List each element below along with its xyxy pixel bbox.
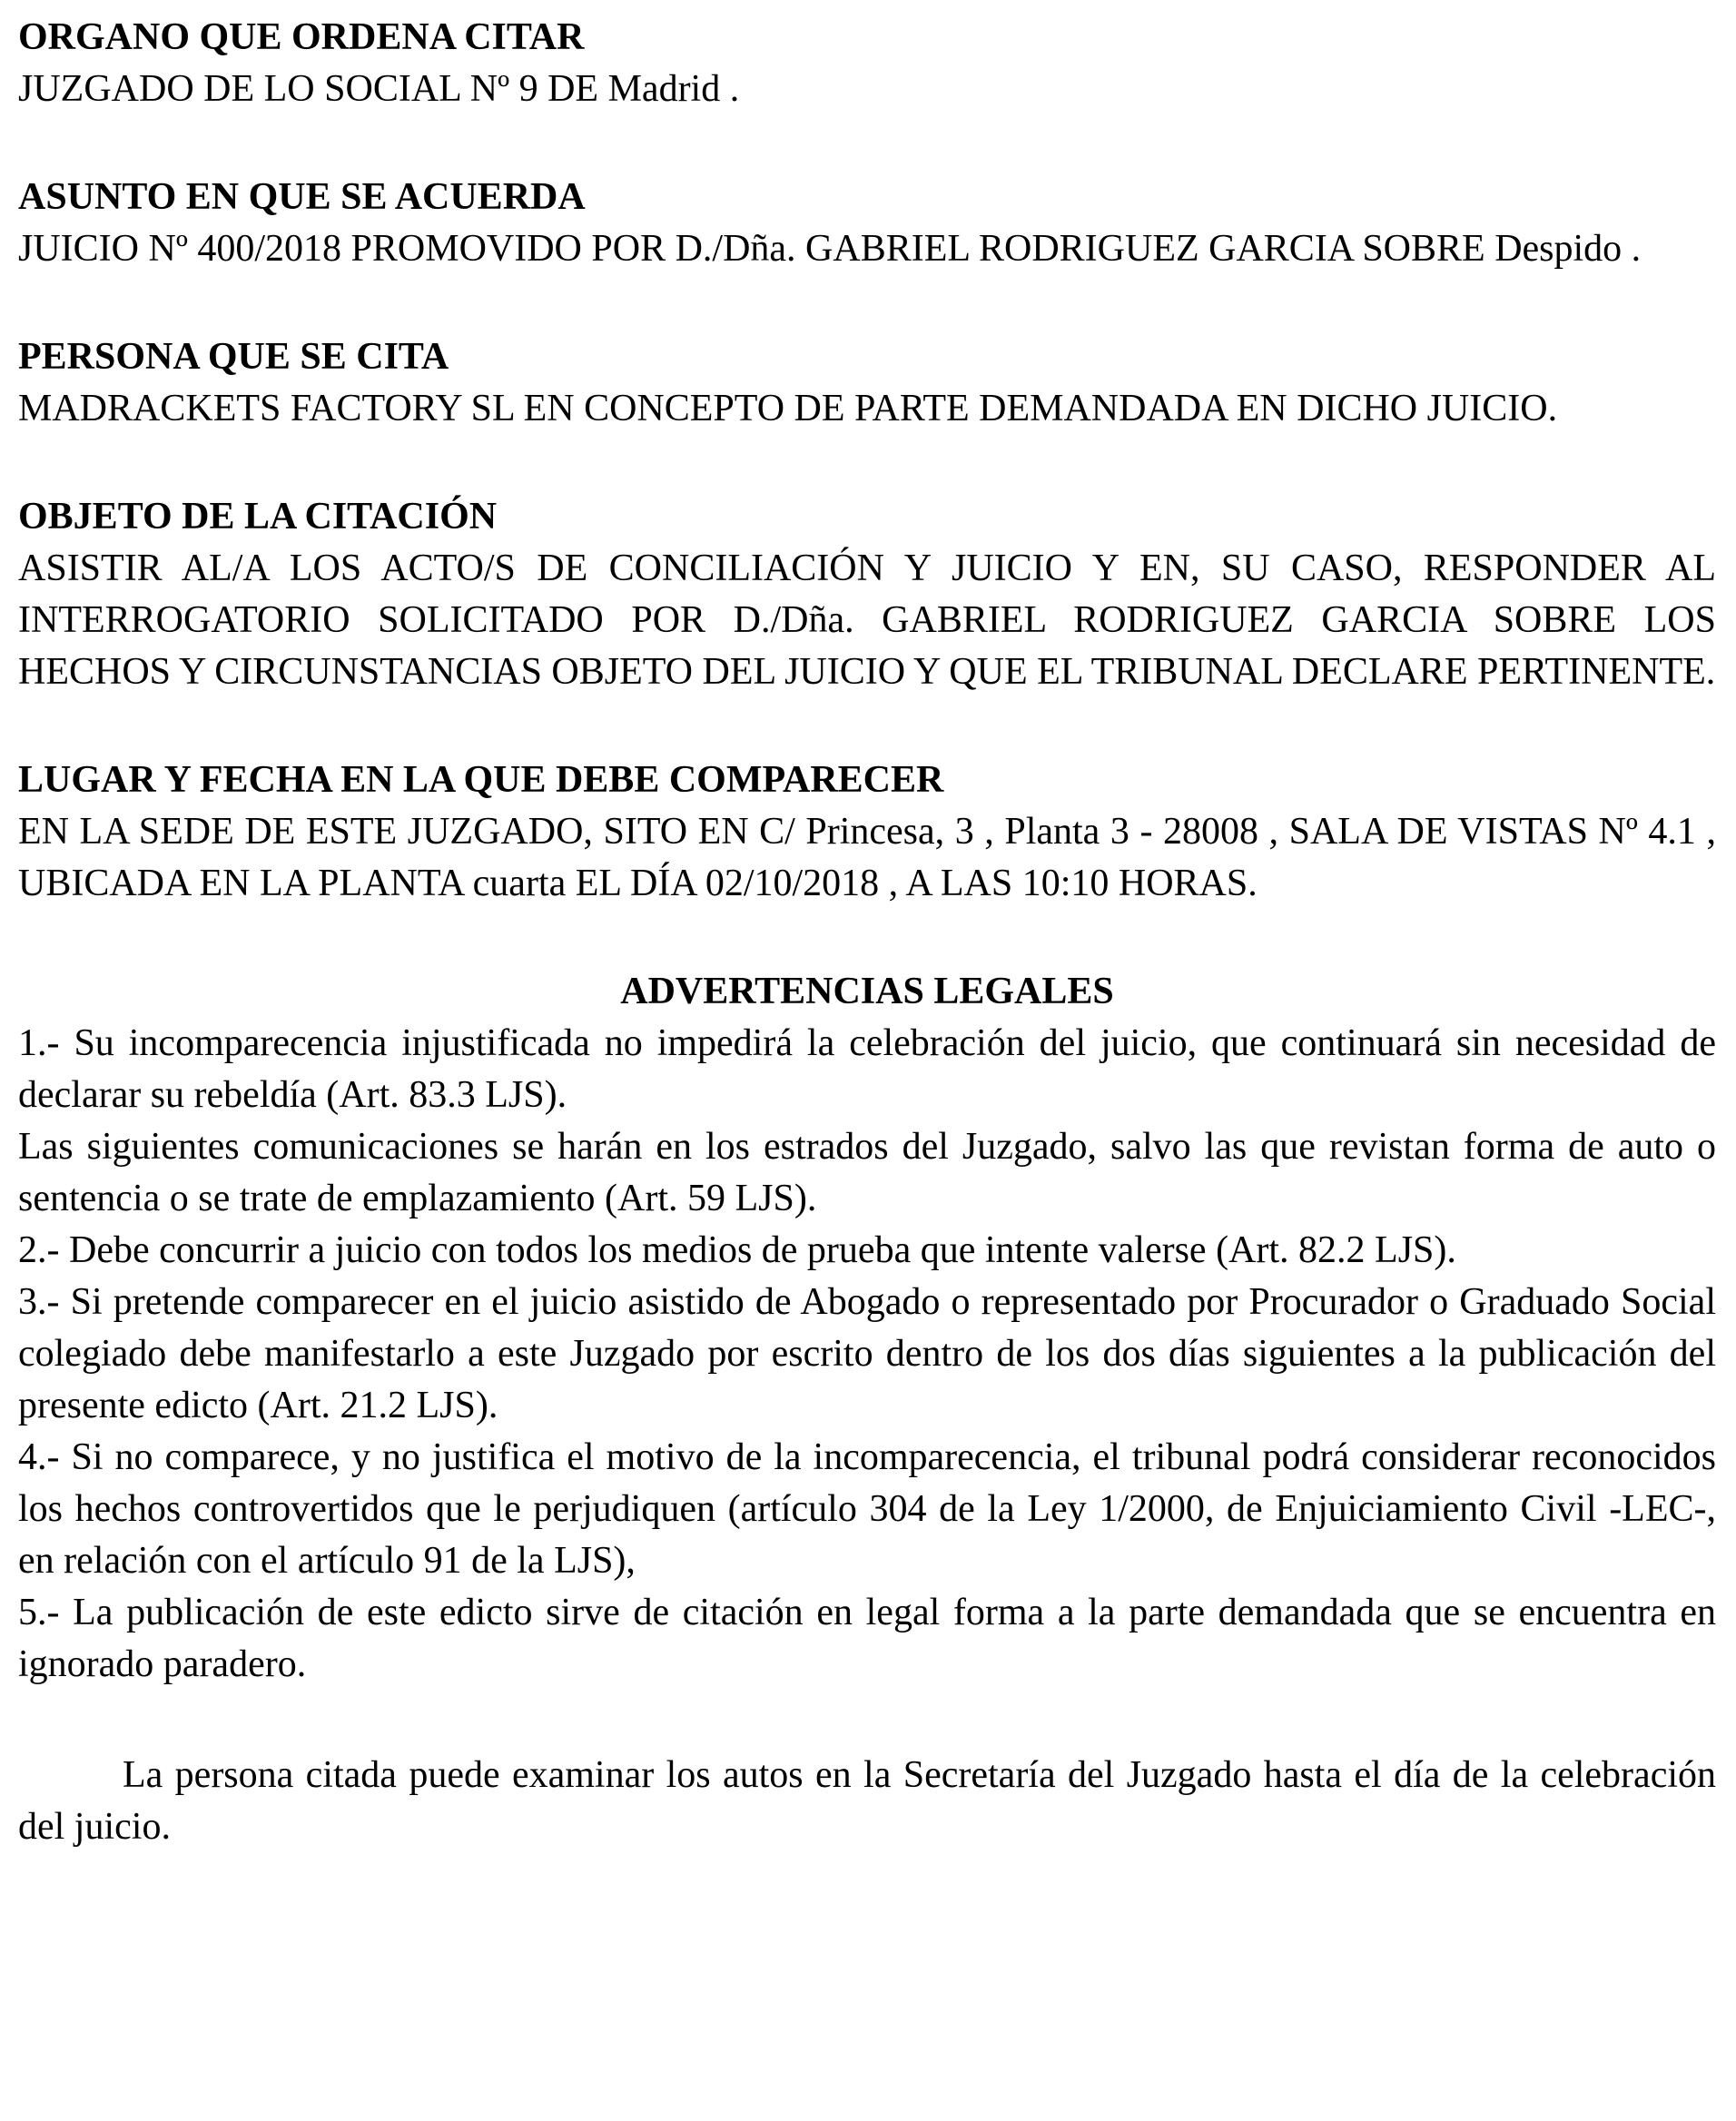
section-body-objeto: ASISTIR AL/A LOS ACTO/S DE CONCILIACIÓN Y JUICIO Y EN, SU CASO, RESPONDER AL INTERROGATORIO SOLICITADO POR D./Dña. GABRIEL RODRIGUEZ GARCIA SOBRE LOS HECHOS Y CIRCUNSTANCIAS OBJETO DEL JUICIO Y QUE EL TRIBUNAL DECLARE PERTINENTE. (18, 548, 1716, 693)
legal-notice-item-4: 4.- Si no comparece, y no justifica el motivo de la incomparecencia, el tribunal podrá considerar reconocidos los hechos controvertidos que le perjudiquen (artículo 304 de la Ley 1/2000, de Enjuiciamiento Civil -LEC-, en relación con el artículo 91 de la LJS), (18, 1436, 1716, 1582)
section-asunto-en-que-se-acuerda (18, 172, 1716, 275)
section-heading-organo: ORGANO QUE ORDENA CITAR (18, 16, 585, 58)
section-heading-persona: PERSONA QUE SE CITA (18, 336, 449, 378)
section-persona-que-se-cita (18, 331, 1716, 435)
section-body-asunto: JUICIO Nº 400/2018 PROMOVIDO POR D./Dña. GABRIEL RODRIGUEZ GARCIA SOBRE Despido . (18, 228, 1642, 270)
closing-paragraph: La persona citada puede examinar los autos en la Secretaría del Juzgado hasta el día de la celebración del juicio. (18, 1754, 1716, 1848)
legal-notices-heading: ADVERTENCIAS LEGALES (620, 971, 1114, 1012)
legal-notice-item-5: 5.- La publicación de este edicto sirve de citación en legal forma a la parte demandada que se encuentra en ignorado paradero. (18, 1592, 1716, 1685)
legal-notice-item-1: 1.- Su incomparecencia injustificada no impedirá la celebración del juicio, que continuará sin necesidad de declarar su rebeldía (Art. 83.3 LJS). (18, 1022, 1716, 1116)
section-lugar-y-fecha (18, 755, 1716, 910)
legal-notice-item-3: 3.- Si pretende comparecer en el juicio asistido de Abogado o representado por Procurador o Graduado Social colegiado debe manifestarlo a este Juzgado por escrito dentro de los dos días siguientes a la publicación del presente edicto (Art. 21.2 LJS). (18, 1281, 1716, 1426)
legal-notice-item-estrados: Las siguientes comunicaciones se harán en los estrados del Juzgado, salvo las que revistan forma de auto o sentencia o se trate de emplazamiento (Art. 59 LJS). (18, 1126, 1716, 1219)
legal-notice-item-2: 2.- Debe concurrir a juicio con todos los medios de prueba que intente valerse (Art. 82.2 LJS). (18, 1229, 1456, 1271)
section-heading-lugar-fecha: LUGAR Y FECHA EN LA QUE DEBE COMPARECER (18, 759, 944, 801)
section-heading-asunto: ASUNTO EN QUE SE ACUERDA (18, 176, 586, 218)
section-body-organo: JUZGADO DE LO SOCIAL Nº 9 DE Madrid . (18, 68, 740, 110)
section-advertencias-legales (18, 966, 1716, 1691)
section-heading-objeto: OBJETO DE LA CITACIÓN (18, 496, 498, 538)
section-organo-que-ordena-citar (18, 12, 1716, 115)
section-body-persona: MADRACKETS FACTORY SL EN CONCEPTO DE PARTE DEMANDADA EN DICHO JUICIO. (18, 388, 1558, 429)
section-body-lugar-fecha: EN LA SEDE DE ESTE JUZGADO, SITO EN C/ Princesa, 3 , Planta 3 - 28008 , SALA DE VISTAS Nº 4.1 , UBICADA EN LA PLANTA cuarta EL DÍA 02/10/2018 , A LAS 10:10 HORAS. (18, 811, 1716, 904)
section-objeto-de-la-citacion (18, 491, 1716, 698)
